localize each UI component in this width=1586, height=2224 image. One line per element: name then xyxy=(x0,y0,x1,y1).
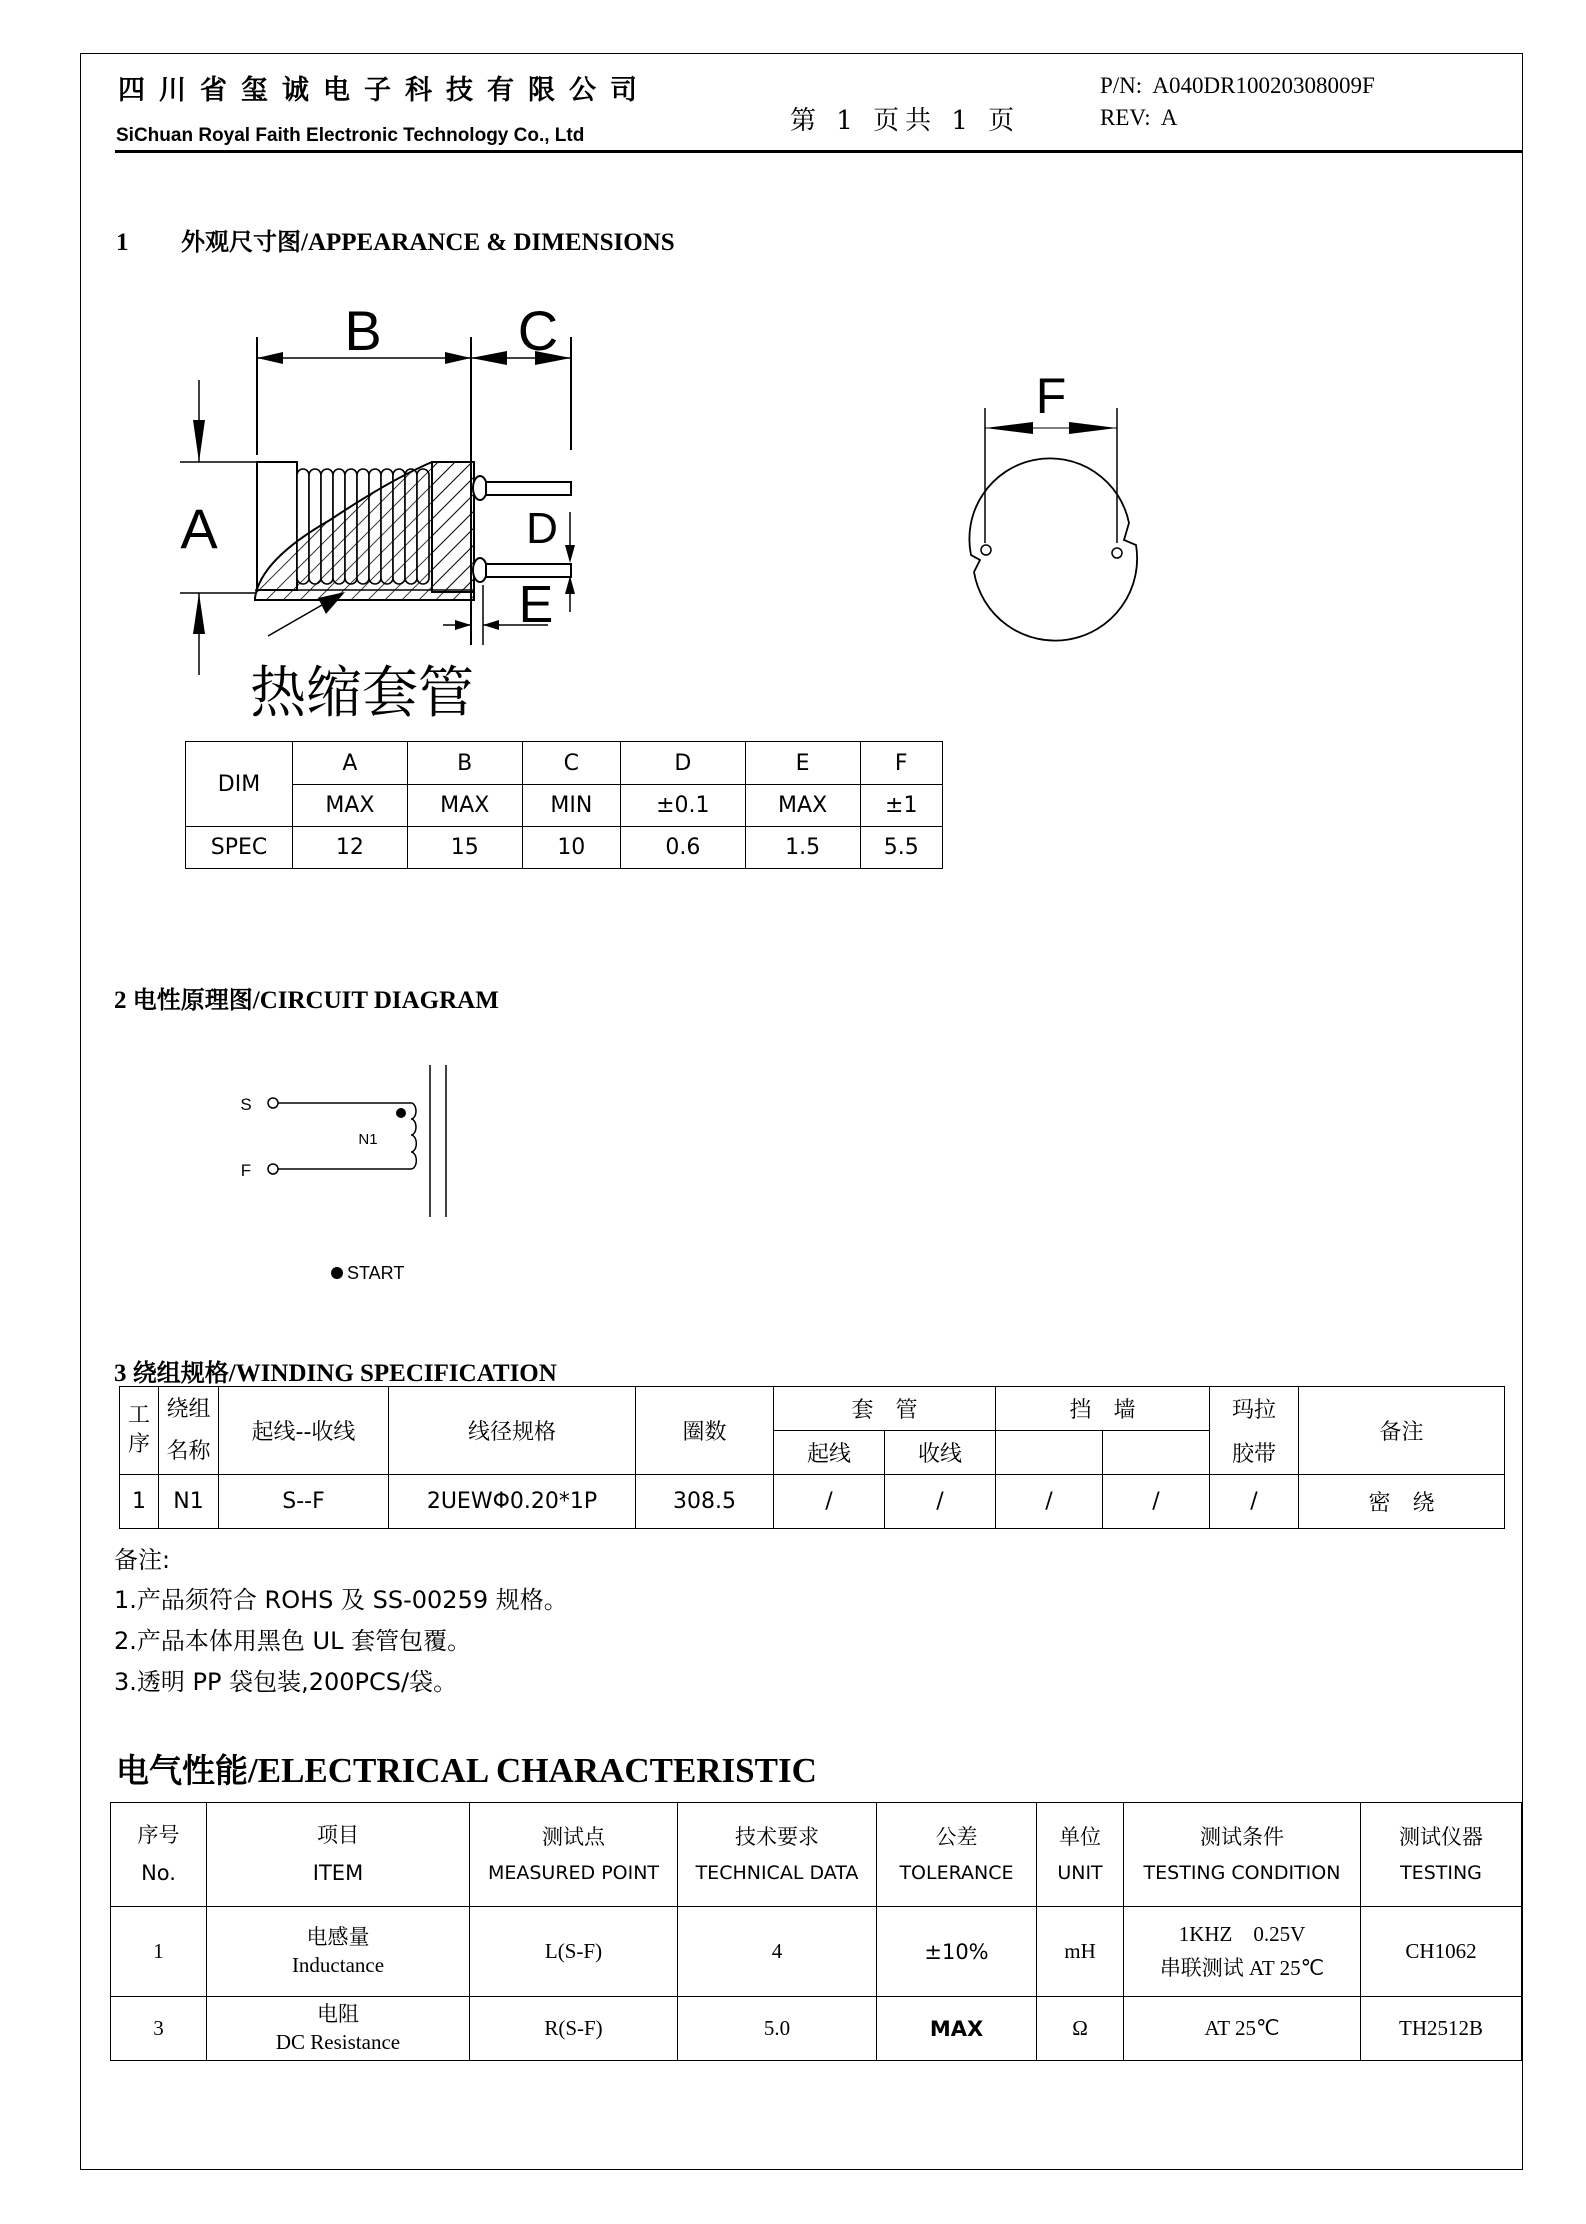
circuit-diagram xyxy=(200,1065,500,1315)
tolerance-c: MIN xyxy=(522,785,620,827)
section-title-en: /APPEARANCE & DIMENSIONS xyxy=(301,229,675,256)
company-name-en: SiChuan Royal Faith Electronic Technology Co., Ltd xyxy=(116,125,585,146)
tolerance-e: MAX xyxy=(745,785,860,827)
spec-c: 10 xyxy=(522,827,620,869)
table-row xyxy=(111,1997,1522,2061)
start-dot xyxy=(396,1108,406,1118)
header-tape-2: 胶带 xyxy=(1210,1431,1299,1475)
header-step: 工 序 xyxy=(120,1387,159,1475)
header-no: 序号 No. xyxy=(111,1803,207,1907)
dim-col-c: C xyxy=(522,742,620,785)
dim-label-a: A xyxy=(180,497,218,560)
winding-coil xyxy=(411,1103,416,1169)
sleeve-label: 热缩套管 xyxy=(250,661,474,724)
part-number-label: P/N: xyxy=(1100,73,1143,98)
section-3-heading xyxy=(114,1353,557,1388)
cell-testing-condition: 1KHZ 0.25V 串联测试 AT 25℃ xyxy=(1124,1907,1361,1997)
terminal-s xyxy=(268,1098,278,1108)
start-legend-dot xyxy=(331,1267,343,1279)
section-title-en: /WINDING SPECIFICATION xyxy=(228,1360,557,1387)
cell-tolerance: MAX xyxy=(877,1997,1037,2061)
header-tolerance: 公差 TOLERANCE xyxy=(877,1803,1037,1907)
cell-sleeve-finish: / xyxy=(885,1475,996,1529)
revision-label: REV: xyxy=(1100,105,1151,130)
cell-winding: N1 xyxy=(159,1475,219,1529)
dim-col-b: B xyxy=(407,742,522,785)
winding-table xyxy=(119,1386,1505,1529)
cell-turns: 308.5 xyxy=(636,1475,774,1529)
header-testing-condition: 测试条件 TESTING CONDITION xyxy=(1124,1803,1361,1907)
header-barrier: 挡 墙 xyxy=(996,1387,1210,1431)
spec-d: 0.6 xyxy=(621,827,746,869)
cell-remark: 密 绕 xyxy=(1299,1475,1505,1529)
section-number: 1 xyxy=(116,229,129,256)
cell-wire-spec: 2UEWΦ0.20*1P xyxy=(389,1475,636,1529)
section-number: 3 xyxy=(114,1360,127,1387)
start-legend-label: START xyxy=(347,1263,405,1283)
cell-start-finish: S--F xyxy=(219,1475,389,1529)
spec-header: SPEC xyxy=(186,827,293,869)
cell-item: 电阻 DC Resistance xyxy=(207,1997,470,2061)
cell-measured-point: R(S-F) xyxy=(470,1997,678,2061)
cell-item: 电感量 Inductance xyxy=(207,1907,470,1997)
header-unit: 单位 UNIT xyxy=(1037,1803,1124,1907)
electrical-heading xyxy=(116,1745,817,1792)
spec-e: 1.5 xyxy=(745,827,860,869)
cell-sleeve-start: / xyxy=(774,1475,885,1529)
page-indicator: 第 1 页共 1 页 xyxy=(790,106,1021,136)
dim-label-e: E xyxy=(518,576,554,634)
header-sleeve-finish: 收线 xyxy=(885,1431,996,1475)
header-barrier-2 xyxy=(1103,1431,1210,1475)
cell-unit: mH xyxy=(1037,1907,1124,1997)
dim-col-f: F xyxy=(860,742,943,785)
cell-measured-point: L(S-F) xyxy=(470,1907,678,1997)
section-title-en: /ELECTRICAL CHARACTERISTIC xyxy=(248,1751,817,1790)
winding-label: N1 xyxy=(358,1131,378,1148)
header-wire-spec: 线径规格 xyxy=(389,1387,636,1475)
terminal-s-label: S xyxy=(240,1095,252,1114)
terminal-f xyxy=(268,1164,278,1174)
cell-tape: / xyxy=(1210,1475,1299,1529)
header-turns: 圈数 xyxy=(636,1387,774,1475)
note-item: 3.透明 PP 袋包装,200PCS/袋。 xyxy=(114,1668,458,1696)
cell-testing-condition: AT 25℃ xyxy=(1124,1997,1361,2061)
dim-label-b: B xyxy=(344,299,382,362)
header-winding: 绕组 名称 xyxy=(159,1387,219,1475)
header-measured-point: 测试点 MEASURED POINT xyxy=(470,1803,678,1907)
section-2-heading xyxy=(114,980,499,1015)
terminal-f-label: F xyxy=(240,1161,252,1180)
table-row xyxy=(120,1475,1505,1529)
company-name-cn: 四川省玺诚电子科技有限公司 xyxy=(118,75,651,106)
section-number: 2 xyxy=(114,987,127,1014)
header-barrier-1 xyxy=(996,1431,1103,1475)
dim-label-f: F xyxy=(1035,368,1067,424)
spec-b: 15 xyxy=(407,827,522,869)
spec-a: 12 xyxy=(293,827,408,869)
part-number-value: A040DR10020308009F xyxy=(1152,73,1375,98)
tolerance-f: ±1 xyxy=(860,785,943,827)
header-tape-1: 玛拉 xyxy=(1210,1387,1299,1431)
tolerance-b: MAX xyxy=(407,785,522,827)
electrical-table xyxy=(110,1802,1522,2061)
header-sleeve: 套 管 xyxy=(774,1387,996,1431)
section-title-cn: 外观尺寸图 xyxy=(181,228,301,256)
cell-no: 3 xyxy=(111,1997,207,2061)
dim-col-e: E xyxy=(745,742,860,785)
table-header-row xyxy=(111,1803,1522,1907)
cell-technical-data: 5.0 xyxy=(678,1997,877,2061)
table-row xyxy=(111,1907,1522,1997)
tolerance-a: MAX xyxy=(293,785,408,827)
cell-technical-data: 4 xyxy=(678,1907,877,1997)
dim-col-d: D xyxy=(621,742,746,785)
tolerance-d: ±0.1 xyxy=(621,785,746,827)
cell-instrument: CH1062 xyxy=(1361,1907,1522,1997)
header-item: 项目 ITEM xyxy=(207,1803,470,1907)
header-start-finish: 起线--收线 xyxy=(219,1387,389,1475)
cell-barrier-1: / xyxy=(996,1475,1103,1529)
cell-step: 1 xyxy=(120,1475,159,1529)
header-sleeve-start: 起线 xyxy=(774,1431,885,1475)
section-title-cn: 绕组规格 xyxy=(132,1359,229,1387)
notes-title: 备注: xyxy=(114,1546,171,1574)
appearance-drawing xyxy=(0,0,1586,760)
cell-tolerance: ±10% xyxy=(877,1907,1037,1997)
spec-f: 5.5 xyxy=(860,827,943,869)
note-item: 2.产品本体用黑色 UL 套管包覆。 xyxy=(114,1627,472,1655)
dim-header: DIM xyxy=(186,742,293,827)
cell-instrument: TH2512B xyxy=(1361,1997,1522,2061)
cell-unit: Ω xyxy=(1037,1997,1124,2061)
note-item: 1.产品须符合 ROHS 及 SS-00259 规格。 xyxy=(114,1586,568,1614)
dimension-table xyxy=(185,741,943,869)
section-title-cn: 电气性能 xyxy=(116,1751,248,1790)
dim-label-c: C xyxy=(517,299,559,362)
cell-barrier-2: / xyxy=(1103,1475,1210,1529)
section-title-en: /CIRCUIT DIAGRAM xyxy=(252,987,499,1014)
header-testing-instrument: 测试仪器 TESTING xyxy=(1361,1803,1522,1907)
section-title-cn: 电性原理图 xyxy=(132,986,253,1014)
dim-col-a: A xyxy=(293,742,408,785)
dim-label-d: D xyxy=(526,504,558,553)
cell-no: 1 xyxy=(111,1907,207,1997)
header-remark: 备注 xyxy=(1299,1387,1505,1475)
revision-value: A xyxy=(1160,105,1178,130)
header-technical-data: 技术要求 TECHNICAL DATA xyxy=(678,1803,877,1907)
